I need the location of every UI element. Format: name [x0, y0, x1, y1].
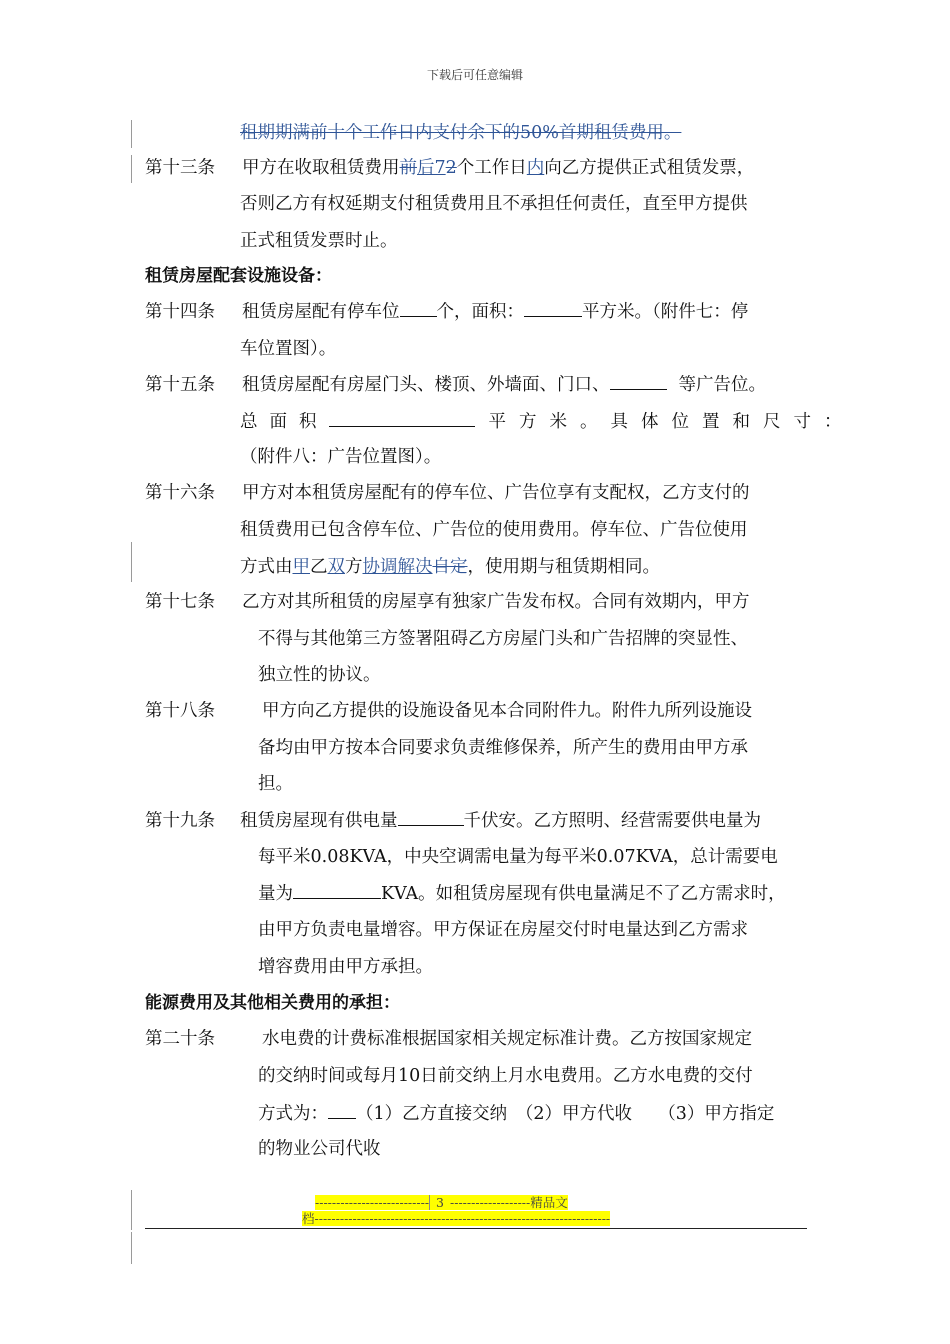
body-line: 总面积 平方米。具体位置和尺寸： [240, 408, 810, 435]
body-line: 方式由甲乙双方协调解决自定，使用期与租赁期相同。 [240, 557, 660, 577]
article-15: 第十五条 租赁房屋配有房屋门头、楼顶、外墙面、门口、 等广告位。 [145, 371, 810, 398]
change-bar [131, 1232, 132, 1264]
article-20: 第二十条 水电费的计费标准根据国家相关规定标准计费。乙方按国家规定 [145, 1026, 810, 1052]
body-line: 由甲方负责电量增容。甲方保证在房屋交付时电量达到乙方需求 [258, 920, 748, 940]
article-label: 第二十条 [145, 1029, 215, 1049]
page-number: 3 [429, 1195, 450, 1210]
deleted-text: 租期期满前十个工作日内支付余下的50%首期租赁费用。 [240, 123, 682, 143]
blank-field [329, 408, 475, 427]
body-line: 的物业公司代收 [258, 1139, 381, 1159]
article-label: 第十六条 [145, 483, 215, 503]
blank-field [293, 880, 381, 899]
article-18: 第十八条 甲方向乙方提供的设施设备见本合同附件九。附件九所列设施设 [145, 698, 810, 724]
body-line: 否则乙方有权延期支付租赁费用且不承担任何责任，直至甲方提供 [240, 194, 748, 214]
body-line: 担。 [258, 774, 293, 794]
page-header: 下载后可任意编辑 [426, 68, 523, 82]
section-heading: 能源费用及其他相关费用的承担： [145, 993, 400, 1013]
body-line: 增容费用由甲方承担。 [258, 957, 433, 977]
change-bar [131, 120, 132, 148]
blank-field [398, 807, 464, 826]
section-heading: 租赁房屋配套设施设备： [145, 266, 332, 286]
body-line: 不得与其他第三方签署阻碍乙方房屋门头和广告招牌的突显性、 [258, 629, 748, 649]
blank-field [524, 298, 582, 317]
article-label: 第十四条 [145, 302, 215, 322]
article-label: 第十三条 [145, 158, 215, 178]
page-footer: --------------------------- 3 -------------------精品文 档---------------------------------------------------------------------- [302, 1195, 611, 1226]
article-label: 第十九条 [145, 811, 215, 831]
body-line: 的交纳时间或每月10日前交纳上月水电费用。乙方水电费的交付 [258, 1066, 753, 1086]
article-13: 第十三条 甲方在收取租赁费用前后72个工作日内向乙方提供正式租赁发票， [145, 155, 810, 181]
body-line: 车位置图）。 [240, 339, 337, 359]
body-line: 量为 KVA。如租赁房屋现有供电量满足不了乙方需求时， [258, 880, 923, 907]
article-label: 第十五条 [145, 375, 215, 395]
article-17: 第十七条 乙方对其所租赁的房屋享有独家广告发布权。合同有效期内，甲方 [145, 589, 810, 615]
body-line: （附件八：广告位置图）。 [240, 447, 442, 467]
article-19: 第十九条 租赁房屋现有供电量 千伏安。乙方照明、经营需要供电量为 [145, 807, 810, 834]
body-line: 每平米0.08KVA，中央空调需电量为每平米0.07KVA，总计需要电 [258, 847, 778, 867]
article-label: 第十八条 [145, 701, 215, 721]
change-bar [131, 542, 132, 582]
blank-field [328, 1100, 356, 1119]
change-bar [131, 155, 132, 183]
footer-rule [145, 1228, 807, 1229]
body-line: 独立性的协议。 [258, 665, 381, 685]
article-14: 第十四条 租赁房屋配有停车位 个，面积： 平方米。（附件七：停 [145, 298, 810, 325]
blank-field [610, 371, 667, 390]
change-bar [131, 1190, 132, 1230]
body-line: 租赁费用已包含停车位、广告位的使用费用。停车位、广告位使用 [240, 520, 748, 540]
body-line: 方式为： （1）乙方直接交纳 （2）甲方代收 （3）甲方指定 [258, 1100, 923, 1127]
body-line [240, 120, 905, 146]
body-line: 备均由甲方按本合同要求负责维修保养，所产生的费用由甲方承 [258, 738, 748, 758]
body-line: 正式租赁发票时止。 [240, 231, 398, 251]
blank-field [400, 298, 437, 317]
article-16: 第十六条 甲方对本租赁房屋配有的停车位、广告位享有支配权，乙方支付的 [145, 480, 810, 506]
article-label: 第十七条 [145, 592, 215, 612]
